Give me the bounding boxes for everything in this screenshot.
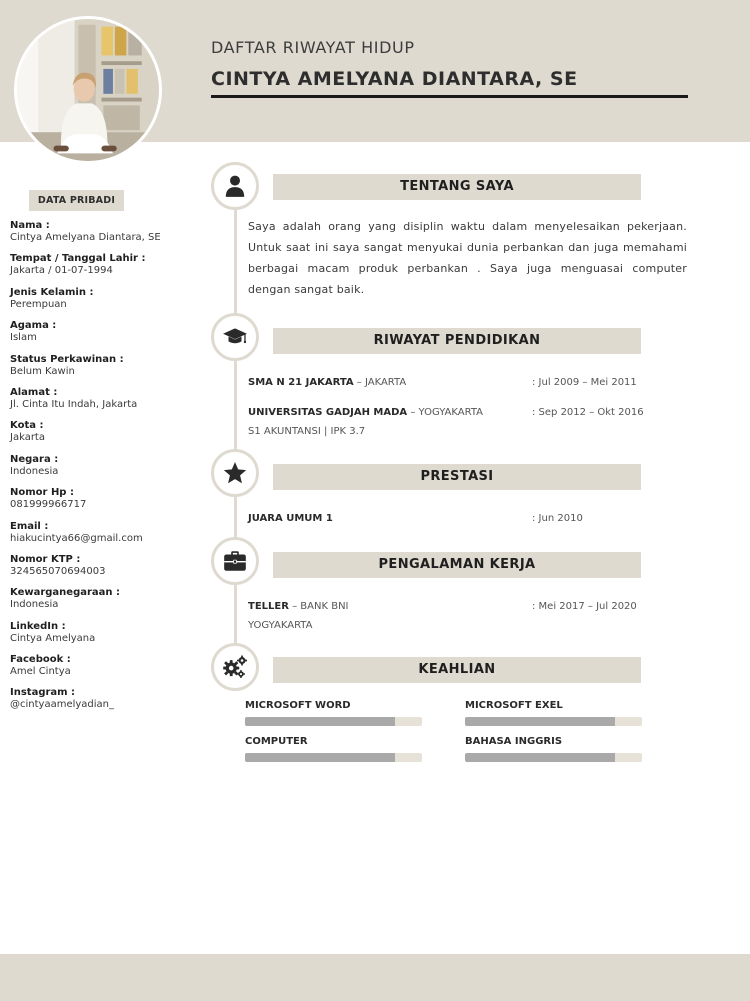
personal-item-linkedin [10,621,200,654]
experience-title: PENGALAMAN KERJA [273,552,641,578]
personal-item-phone [10,487,200,520]
achievement-entry-1 [248,512,333,525]
personal-label: Alamat : [10,386,58,398]
briefcase-icon [222,548,248,574]
name-underline [211,95,688,98]
school-name: UNIVERSITAS GADJAH MADA [248,407,408,418]
education-date-1: : Jul 2009 – Mei 2011 [532,377,637,388]
experience-icon-badge [211,537,259,585]
personal-label: Agama : [10,320,57,332]
personal-label: Jenis Kelamin : [10,286,94,298]
personal-label: Nama : [10,220,50,231]
personal-item-gender [10,287,200,320]
skill-bar-fill [245,717,395,726]
personal-label: Email : [10,520,49,532]
personal-value: Jl. Cinta Itu Indah, Jakarta [10,398,138,410]
experience-entry-1 [248,600,349,613]
personal-value: Perempuan [10,298,67,310]
footer-band [0,954,750,1001]
experience-date-1: : Mei 2017 – Jul 2020 [532,601,637,612]
personal-label: Nomor KTP : [10,553,81,565]
skill-bar [465,717,642,726]
personal-data-heading: DATA PRIBADI [29,190,124,211]
experience-location-1: YOGYAKARTA [248,620,313,631]
job-role: TELLER [248,601,289,612]
profile-photo [14,16,162,164]
personal-value: Amel Cintya [10,666,71,678]
personal-value: Islam [10,332,37,344]
personal-value: Indonesia [10,599,59,611]
personal-label: Nomor Hp : [10,487,74,499]
job-company: – BANK BNI [288,601,349,612]
gears-icon [222,654,248,680]
skill-bar-fill [465,717,615,726]
school-place: – YOGYAKARTA [407,407,484,418]
achievement-title: PRESTASI [273,464,641,490]
document-subtitle: DAFTAR RIWAYAT HIDUP [211,38,415,57]
education-icon-badge [211,313,259,361]
personal-value: @cintyaamelyadian_ [10,699,115,711]
personal-item-marital [10,354,200,387]
skill-bar [245,717,422,726]
education-detail-2: S1 AKUNTANSI | IPK 3.7 [248,426,366,437]
education-date-2: : Sep 2012 – Okt 2016 [532,407,644,418]
user-icon [222,173,248,199]
education-entry-2 [248,406,483,419]
skills-title: KEAHLIAN [273,657,641,683]
personal-data-list [10,220,200,721]
personal-value: Indonesia [10,465,59,477]
achievement-date-1: : Jun 2010 [532,513,583,524]
personal-value: Belum Kawin [10,365,75,377]
personal-label: LinkedIn : [10,620,66,632]
personal-label: Status Perkawinan : [10,353,124,365]
about-icon-badge [211,162,259,210]
graduation-cap-icon [222,324,248,350]
personal-label: Negara : [10,453,59,465]
personal-item-citizenship [10,587,200,620]
personal-value: Cintya Amelyana [10,632,96,644]
personal-label: Kewarganegaraan : [10,587,121,599]
school-name: SMA N 21 JAKARTA [248,377,354,388]
skill-label: COMPUTER [245,736,308,747]
skill-label: BAHASA INGGRIS [465,736,563,747]
skill-bar-fill [245,753,395,762]
personal-value: 324565070694003 [10,565,106,577]
skills-icon-badge [211,643,259,691]
skill-bar [245,753,422,762]
star-icon [222,460,248,486]
about-text: Saya adalah orang yang disiplin waktu dalam menyelesaikan pekerjaan. Untuk saat ini saya sangat menyukai dunia perbankan dan juga memahami berbagai macam produk perbankan . Saya juga menguasai computer dengan sangat baik. [248,220,687,296]
skill-bar [465,753,642,762]
school-place: – JAKARTA [353,377,407,388]
personal-item-facebook [10,654,200,687]
education-entry-1 [248,376,406,389]
personal-item-birth [10,253,200,286]
personal-item-city [10,420,200,453]
achievement-icon-badge [211,449,259,497]
achievement-name: JUARA UMUM 1 [248,513,333,524]
personal-item-religion [10,320,200,353]
skill-bar-fill [465,753,615,762]
candidate-name: CINTYA AMELYANA DIANTARA, SE [211,68,578,90]
personal-label: Kota : [10,420,44,432]
personal-item-ktp [10,554,200,587]
education-title: RIWAYAT PENDIDIKAN [273,328,641,354]
personal-item-country [10,454,200,487]
personal-value: Cintya Amelyana Diantara, SE [10,232,161,243]
personal-label: Tempat / Tanggal Lahir : [10,253,146,265]
personal-value: Jakarta / 01-07-1994 [10,265,113,277]
personal-item-email [10,521,200,554]
about-title: TENTANG SAYA [273,174,641,200]
personal-value: 081999966717 [10,499,87,511]
personal-label: Instagram : [10,687,76,699]
personal-value: Jakarta [10,432,45,444]
skill-label: MICROSOFT EXEL [465,700,563,711]
personal-item-nama [10,220,200,253]
timeline-line [234,186,237,670]
skill-label: MICROSOFT WORD [245,700,351,711]
personal-item-instagram [10,687,200,720]
personal-value: hiakucintya66@gmail.com [10,532,143,544]
personal-label: Facebook : [10,654,71,666]
personal-item-address [10,387,200,420]
